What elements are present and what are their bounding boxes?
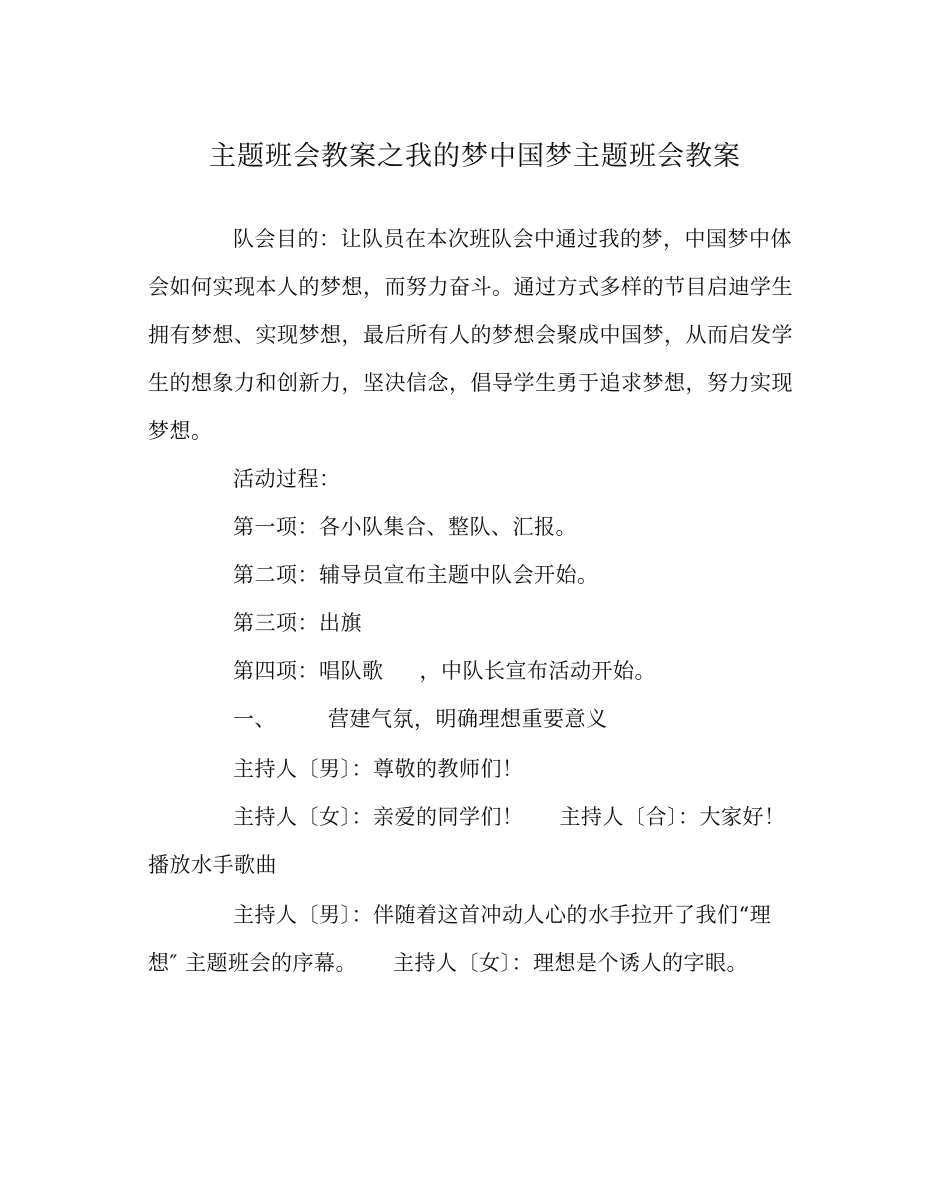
host-male-greeting: 主持人〔男〕：尊敬的教师们！ bbox=[233, 757, 524, 781]
host-male-line-1: 主持人〔男〕：伴随着这首冲动人心的水手拉开了我们“理 bbox=[233, 903, 772, 927]
step-2: 第二项：辅导员宣布主题中队会开始。 bbox=[233, 563, 599, 587]
document-title: 主题班会教案之我的梦中国梦主题班会教案 bbox=[209, 141, 741, 172]
section-1-number: 一、 bbox=[233, 707, 276, 731]
host-female-greeting: 主持人〔女〕：亲爱的同学们！ bbox=[233, 805, 524, 829]
step-3: 第三项：出旗 bbox=[233, 611, 362, 635]
host-male-line-2 bbox=[148, 948, 808, 978]
play-song: 播放水手歌曲 bbox=[148, 853, 277, 877]
purpose-line-1: 队会目的：让队员在本次班队会中通过我的梦，中国梦中体 bbox=[233, 227, 792, 251]
section-1-heading bbox=[233, 704, 813, 734]
step-1: 第一项：各小队集合、整队、汇报。 bbox=[233, 515, 577, 539]
purpose-line-5: 梦想。 bbox=[148, 419, 213, 443]
host-male-line-2-text: 想″ 主题班会的序幕。 bbox=[148, 951, 358, 975]
purpose-line-2: 会如何实现本人的梦想，而努力奋斗。通过方式多样的节目启迪学生 bbox=[148, 275, 793, 299]
step-4 bbox=[233, 656, 813, 686]
section-1-text: 营建气氛，明确理想重要意义 bbox=[328, 707, 608, 731]
step-4-part-a: 第四项：唱队歌 bbox=[233, 659, 384, 683]
host-both-greeting: 主持人〔合〕：大家好！ bbox=[559, 805, 786, 829]
step-4-part-b: ，中队长宣布活动开始。 bbox=[419, 659, 656, 683]
process-heading: 活动过程： bbox=[233, 467, 341, 491]
purpose-line-3: 拥有梦想、实现梦想，最后所有人的梦想会聚成中国梦，从而启发学 bbox=[148, 323, 793, 347]
host-female-line: 主持人〔女〕：理想是个诱人的字眼。 bbox=[393, 951, 749, 975]
purpose-line-4: 生的想象力和创新力，坚决信念，倡导学生勇于追求梦想，努力实现 bbox=[148, 371, 793, 395]
host-female-greeting-line bbox=[233, 802, 813, 832]
